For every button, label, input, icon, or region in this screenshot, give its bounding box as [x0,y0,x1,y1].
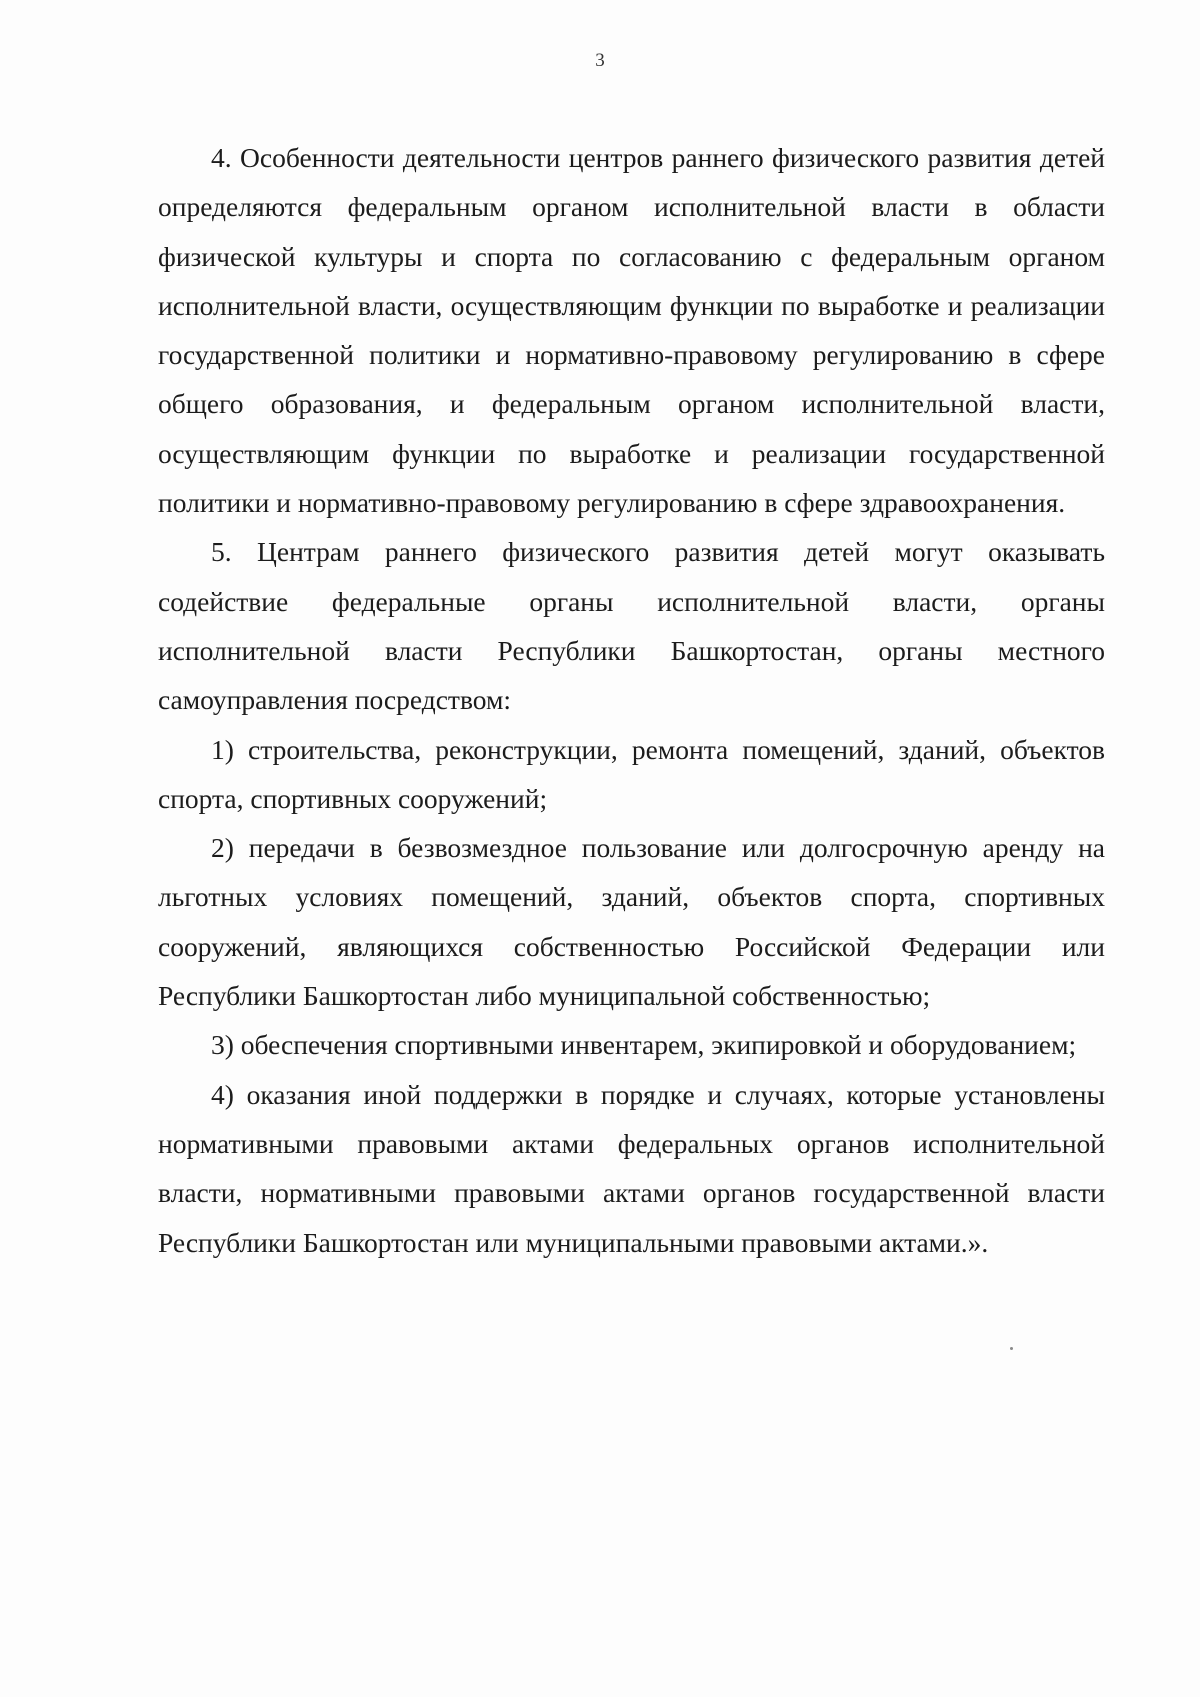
list-item-4: 4) оказания иной поддержки в порядке и случаях, которые установлены нормативными правовыми актами федеральных органов исполнительной власти, нормативными правовыми актами органов государственной власти Республики Башкортостан или муниципальными правовыми актами.». [158,1078,1105,1258]
document-body [158,133,1105,1267]
list-item-2: 2) передачи в безвозмездное пользование или долгосрочную аренду на льготных условиях помещений, зданий, объектов спорта, спортивных сооружений, являющихся собственностью Российской Федерации или Республики Башкортостан либо муниципальной собственностью; [158,832,1105,1012]
paragraph-4: 4. Особенности деятельности центров раннего физического развития детей определяются федеральным органом исполнительной власти в области физической культуры и спорта по согласованию с федеральным органом исполнительной власти, осуществляющим функции по выработке и реализации государственной политики и нормативно-правовому регулированию в сфере общего образования, и федеральным органом исполнительной власти, осуществляющим функции по выработке и реализации государственной политики и нормативно-правовому регулированию в сфере здравоохранения. [158,142,1105,519]
paragraph-5: 5. Центрам раннего физического развития детей могут оказывать содействие федеральные органы исполнительной власти, органы исполнительной власти Республики Башкортостан, органы местного самоуправления посредством: [158,536,1105,716]
page-number: 3 [595,50,605,71]
list-item-3: 3) обеспечения спортивными инвентарем, экипировкой и оборудованием; [211,1029,1077,1061]
scan-speck [1010,1347,1013,1350]
list-item-1: 1) строительства, реконструкции, ремонта помещений, зданий, объектов спорта, спортивных сооружений; [158,733,1105,814]
